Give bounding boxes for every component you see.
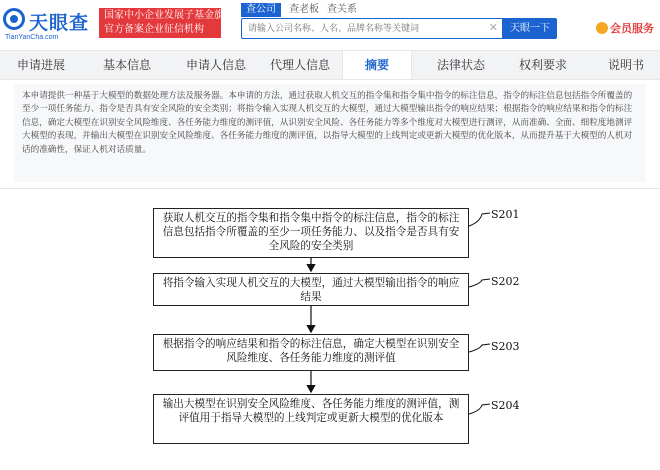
tab-description[interactable]: 说明书 [607,58,644,72]
site-header [0,0,660,48]
badge-line-2: 官方备案企业征信机构 [104,24,204,35]
step-label-s204: S204 [491,399,520,412]
member-label: 会员服务 [610,22,654,35]
leader-s202 [469,279,490,287]
search-button[interactable]: 天眼一下 [503,18,557,39]
tab-agent-info[interactable]: 代理人信息 [269,58,330,72]
patent-tabs [0,50,660,80]
divider [0,188,660,189]
leader-s201 [469,213,490,226]
tab-basic-info[interactable]: 基本信息 [102,58,151,72]
search-tab-relation[interactable]: 查关系 [327,4,357,15]
clear-icon[interactable]: ✕ [488,21,498,34]
eye-logo-icon [3,8,25,30]
flow-step-s203: 根据指令的响应结果和指令的标注信息，确定大模型在识别安全风险维度、各任务能力维度的测评值 [153,334,469,371]
tab-abstract[interactable]: 摘要 [342,51,412,79]
search-tab-boss[interactable]: 查老板 [289,4,319,15]
logo-domain: TianYanCha.com [5,34,59,41]
tab-legal-status[interactable]: 法律状态 [436,58,485,72]
step-label-s201: S201 [491,208,520,221]
search-box [241,18,503,39]
step-label-s203: S203 [491,340,520,353]
badge-line-1: 国家中小企业发展子基金旗下 [104,10,234,21]
member-service-link[interactable] [596,22,654,36]
flow-step-s202: 将指令输入实现人机交互的大模型，通过大模型输出指令的响应结果 [153,273,469,306]
site-logo[interactable] [3,6,97,42]
tab-application-progress[interactable]: 申请进展 [16,58,65,72]
tab-claims[interactable]: 权利要求 [518,58,567,72]
flow-step-s201: 获取人机交互的指令集和指令集中指令的标注信息，指令的标注信息包括指令所覆盖的至少一项任务能力、以及指令是否具有安全风险的安全类别 [153,208,469,258]
leader-s203 [469,344,490,352]
credential-badge [99,8,234,38]
leader-s204 [469,404,490,414]
crown-icon [596,22,608,34]
abstract-text: 本申请提供一种基于大模型的数据处理方法及服务器。本申请的方法，通过获取人机交互的指令集和指令集中指令的标注信息，指令的标注信息包括指令所覆盖的至少一项任务能力、指令是否具有安全风险的安全类别；将指令输入实现人机交互的大模型，通过大模型输出指令的响应结果；根据指令的响应结果和指令的标注信息，确定大模型在识别安全风险维度、各任务能力维度的测评值，从识别安全风险、各任务能力等多个维度对大模型进行测评，从而准确、全面、细粒度地测评大模型的表现，并输出大模型在识别安全风险维度、各任务能力维度的测评值，以指导大模型的上线判定或更新大模型的优化版本，从而提升基于大模型的人机对话的准确性，保证人机对话质量。 [14,84,646,182]
step-label-s202: S202 [491,275,520,288]
search-tab-company[interactable]: 查公司 [241,3,281,17]
logo-text: 天眼查 [29,12,90,34]
search-input[interactable] [242,19,480,37]
tab-applicant-info[interactable]: 申请人信息 [185,58,246,72]
flow-step-s204: 输出大模型在识别安全风险维度、各任务能力维度的测评值，测评值用于指导大模型的上线判定或更新大模型的优化版本 [153,394,469,444]
